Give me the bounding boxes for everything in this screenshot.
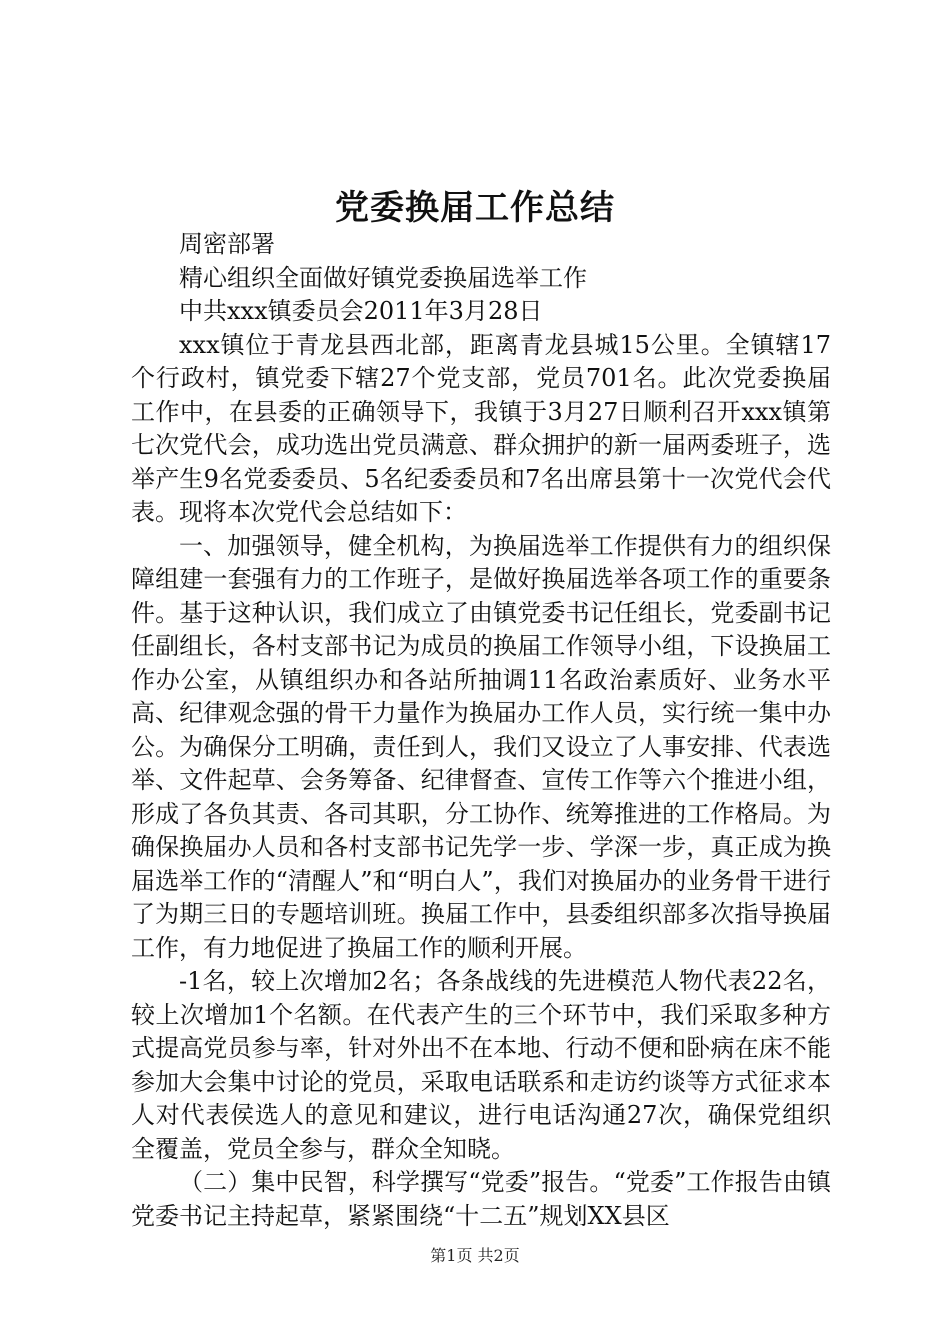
paragraph-issuer-date: 中共xxx镇委员会2011年3月28日 — [179, 297, 543, 325]
paragraph-heading: 精心组织全面做好镇党委换届选举工作 — [179, 263, 587, 292]
paragraph-section-one: 一、加强领导，健全机构，为换届选举工作提供有力的组织保障组建一套强有力的工作班子，是做好换届选举各项工作的重要条件。基于这种认识，我们成立了由镇党委书记任组长，党委副书记任副组长，各村支部书记为成员的换届工作领导小组，下设换届工作办公室，从镇组织办和各站所抽调11名政治素质好、业务水平高、纪律观念强的骨干力量作为换届办工作人员，实行统一集中办公。为确保分工明确，责任到人，我们又设立了人事安排、代表选举、文件起草、会务筹备、纪律督查、宣传工作等六个推进小组，形成了各负其责、各司其职，分工协作、统筹推进的工作格局。为确保换届办人员和各村支部书记先学一步、学深一步，真正成为换届选举工作的“清醒人”和“明白人”，我们对换届办的业务骨干进行了为期三日的专题培训班。换届工作中，县委组织部多次指导换届工作，有力地促进了换届工作的顺利开展。 — [131, 531, 831, 962]
paragraph-representatives: -1名，较上次增加2名；各条战线的先进模范人物代表22名，较上次增加1个名额。在代表产生的三个环节中，我们采取多种方式提高党员参与率，针对外出不在本地、行动不便和卧病在床不能参加大会集中讨论的党员，采取电话联系和走访约谈等方式征求本人对代表侯选人的意见和建议，进行电话沟通27次，确保党组织全覆盖，党员全参与，群众全知晓。 — [131, 967, 831, 1163]
paragraph-intro: xxx镇位于青龙县西北部，距离青龙县城15公里。全镇辖17个行政村，镇党委下辖27个党支部，党员701名。此次党委换届工作中，在县委的正确领导下，我镇于3月27日顺利召开xxx镇第七次党代会，成功选出党员满意、群众拥护的新一届两委班子，选举产生9名党委委员、5名纪委委员和7名出席县第十一次党代会代表。现将本次党代会总结如下： — [131, 330, 831, 526]
page-footer: 第1页 共2页 — [430, 1246, 520, 1265]
paragraph-subtitle: 周密部署 — [179, 230, 275, 258]
paragraph-section-two: （二）集中民智，科学撰写“党委”报告。“党委”工作报告由镇党委书记主持起草，紧紧围绕“十二五”规划XX县区 — [131, 1168, 831, 1230]
document-body — [131, 228, 831, 1233]
document-title: 党委换届工作总结 — [335, 188, 615, 228]
